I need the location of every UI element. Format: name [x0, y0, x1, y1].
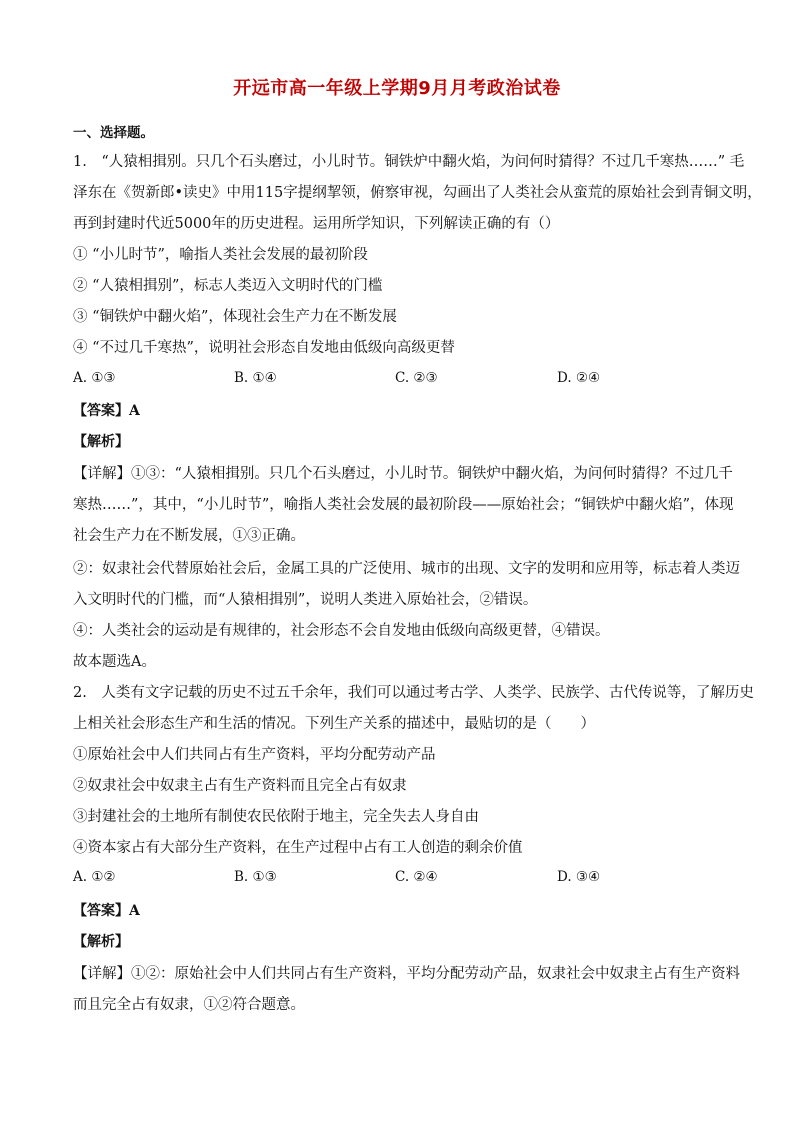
detail-line: 入文明时代的门槛，而“人猿相揖别”，说明人类进入原始社会，②错误。: [73, 592, 538, 608]
question-2-line: 上相关社会形态生产和生活的情况。下列生产关系的描述中，最贴切的是（ ）: [73, 716, 595, 732]
detail-line: 社会生产力在不断发展，①③正确。: [73, 528, 305, 544]
question-1-options: [73, 370, 733, 392]
question-1-line: 再到封建时代近5000年的历史进程。运用所学知识，下列解读正确的有（）: [73, 216, 560, 232]
detail-line: 寒热……”，其中，“小儿时节”，喻指人类社会发展的最初阶段——原始社会；“铜铁炉中翻火焰”，体现: [73, 497, 734, 513]
detail-line: ④：人类社会的运动是有规律的，社会形态不会自发地由低级向高级更替，④错误。: [73, 623, 610, 639]
option-d: D. ③④: [557, 869, 601, 885]
question-1-item: ② “人猿相揖别”，标志人类迈入文明时代的门槛: [73, 278, 383, 294]
option-a: A. ①③: [73, 370, 116, 386]
option-c: C. ②③: [395, 370, 438, 386]
question-2-options: [73, 869, 733, 891]
question-1-item: ③ “铜铁炉中翻火焰”，体现社会生产力在不断发展: [73, 309, 397, 325]
detail-line: 而且完全占有奴隶，①②符合题意。: [73, 997, 305, 1013]
question-1-item: ④ “不过几千寒热”，说明社会形态自发地由低级向高级更替: [73, 340, 455, 356]
answer-label: 【答案】A: [73, 403, 140, 419]
detail-line: 【详解】①②：原始社会中人们共同占有生产资料，平均分配劳动产品，奴隶社会中奴隶主占有生产资料: [73, 966, 740, 982]
detail-line: 故本题选A。: [73, 654, 156, 670]
question-2-line: 2. 人类有文字记载的历史不过五千余年，我们可以通过考古学、人类学、民族学、古代传说等，了解历史: [73, 685, 754, 701]
analysis-label: 【解析】: [73, 434, 129, 450]
option-c: C. ②④: [395, 869, 438, 885]
question-2-item: ④资本家占有大部分生产资料，在生产过程中占有工人创造的剩余价值: [73, 840, 523, 856]
page-title: 开远市高一年级上学期9月月考政治试卷: [233, 78, 561, 99]
question-2-item: ③封建社会的土地所有制使农民依附于地主，完全失去人身自由: [73, 809, 479, 825]
question-2-item: ①原始社会中人们共同占有生产资料，平均分配劳动产品: [73, 747, 436, 763]
detail-line: 【详解】①③：“人猿相揖别。只几个石头磨过，小儿时节。铜铁炉中翻火焰，为问何时猜得？不过几千: [73, 466, 733, 482]
analysis-label: 【解析】: [73, 934, 129, 950]
option-d: D. ②④: [557, 370, 601, 386]
option-a: A. ①②: [73, 869, 116, 885]
option-b: B. ①③: [234, 869, 277, 885]
question-2-item: ②奴隶社会中奴隶主占有生产资料而且完全占有奴隶: [73, 778, 407, 794]
question-1-item: ① “小儿时节”，喻指人类社会发展的最初阶段: [73, 247, 368, 263]
answer-label: 【答案】A: [73, 903, 140, 919]
detail-line: ②：奴隶社会代替原始社会后，金属工具的广泛使用、城市的出现、文字的发明和应用等，标志着人类迈: [73, 561, 740, 577]
option-b: B. ①④: [234, 370, 277, 386]
question-1-line: 泽东在《贺新郎•读史》中用115字提纲挈领，俯察审视，勾画出了人类社会从蛮荒的原始社会到青铜文明，: [73, 185, 762, 201]
question-1-line: 1. “人猿相揖别。只几个石头磨过，小儿时节。铜铁炉中翻火焰，为问何时猜得？不过几千寒热……” 毛: [73, 154, 745, 170]
section-heading: 一、选择题。: [73, 125, 154, 141]
